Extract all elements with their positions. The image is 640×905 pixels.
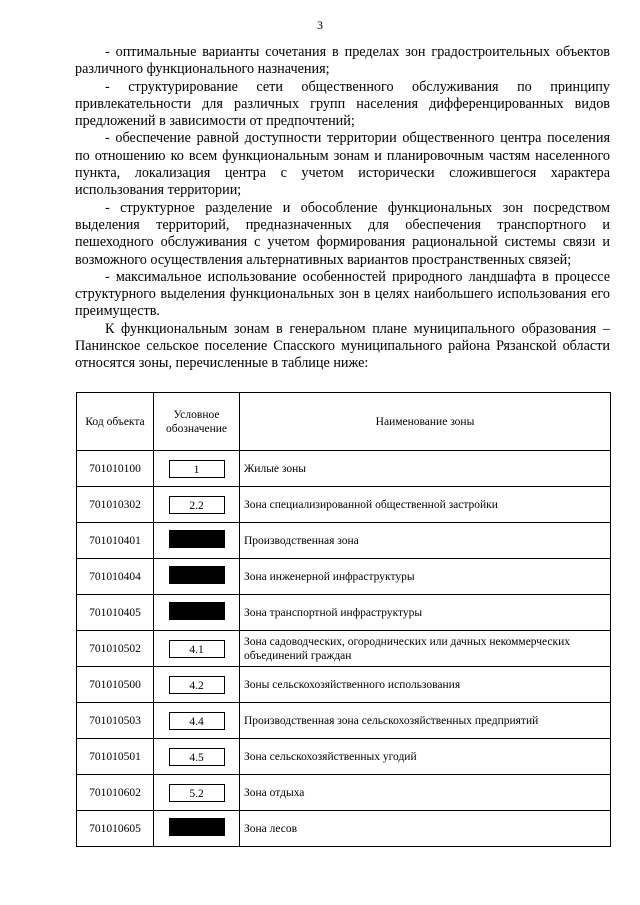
zone-code: 701010405 — [77, 595, 154, 631]
zone-name: Зона садоводческих, огороднических или дачных некоммерческих объединений граждан — [240, 631, 611, 667]
table-row — [77, 523, 611, 559]
zone-name: Зона специализированной общественной застройки — [240, 487, 611, 523]
table-row — [77, 811, 611, 847]
zone-symbol-cell — [154, 559, 240, 595]
table-header-row — [77, 393, 611, 451]
zone-code: 701010502 — [77, 631, 154, 667]
zone-name: Жилые зоны — [240, 451, 611, 487]
table-row — [77, 775, 611, 811]
table-row — [77, 559, 611, 595]
zone-code: 701010100 — [77, 451, 154, 487]
table-row — [77, 631, 611, 667]
zone-code: 701010503 — [77, 703, 154, 739]
zone-symbol-cell — [154, 775, 240, 811]
paragraph: - структурное разделение и обособление функциональных зон посредством выделения территорий, предназначенных для обеспечения транспортного и пешеходного обслуживания с учетом формирования рациональной системы связи и возможного осуществления альтернативных вариантов пространственных связей; — [75, 199, 610, 268]
zone-name: Производственная зона — [240, 523, 611, 559]
zone-code: 701010602 — [77, 775, 154, 811]
zone-symbol: 4.5 — [169, 748, 225, 766]
zone-code: 701010404 — [77, 559, 154, 595]
zone-symbol-cell — [154, 451, 240, 487]
paragraph: К функциональным зонам в генеральном плане муниципального образования – Панинское сельское поселение Спасского муниципального района Рязанской области относятся зоны, перечисленные в таблице ниже: — [75, 320, 610, 372]
paragraph: - оптимальные варианты сочетания в пределах зон градостроительных объектов различного функционального назначения; — [75, 44, 610, 78]
zone-name: Производственная зона сельскохозяйственных предприятий — [240, 703, 611, 739]
zone-name: Зона транспортной инфраструктуры — [240, 595, 611, 631]
zone-symbol: 4.1 — [169, 640, 225, 658]
table-row — [77, 595, 611, 631]
zone-symbol-cell — [154, 811, 240, 847]
zone-symbol-cell — [154, 739, 240, 775]
zone-code: 701010500 — [77, 667, 154, 703]
zone-symbol-filled — [169, 566, 225, 584]
table-row — [77, 703, 611, 739]
zone-symbol-filled — [169, 818, 225, 836]
zone-code: 701010501 — [77, 739, 154, 775]
zone-symbol-filled — [169, 602, 225, 620]
zone-symbol-filled — [169, 530, 225, 548]
table-row — [77, 487, 611, 523]
zone-name: Зона сельскохозяйственных угодий — [240, 739, 611, 775]
zone-name: Зона лесов — [240, 811, 611, 847]
zone-symbol-cell — [154, 595, 240, 631]
zone-code: 701010302 — [77, 487, 154, 523]
zone-code: 701010605 — [77, 811, 154, 847]
paragraph: - максимальное использование особенностей природного ландшафта в процессе структурного выделения функциональных зон в целях наибольшего использования его преимуществ. — [75, 268, 610, 320]
header-code: Код объекта — [77, 393, 154, 451]
paragraph: - структурирование сети общественного обслуживания по принципу привлекательности для различных групп населения дифференцированных видов предложений в зависимости от предпочтений; — [75, 78, 610, 130]
table-row — [77, 451, 611, 487]
page-number: 3 — [317, 18, 323, 32]
zone-symbol-cell — [154, 487, 240, 523]
header-name: Наименование зоны — [240, 393, 611, 451]
zone-code: 701010401 — [77, 523, 154, 559]
zones-table — [76, 392, 611, 847]
zone-symbol: 5.2 — [169, 784, 225, 802]
body-text — [75, 44, 610, 373]
zone-symbol-cell — [154, 523, 240, 559]
zone-symbol-cell — [154, 631, 240, 667]
zone-symbol: 4.2 — [169, 676, 225, 694]
paragraph: - обеспечение равной доступности территории общественного центра поселения по отношению ко всем функциональным зонам и планировочным частям населенного пункта, локализация центра с учетом исторически сложившегося характера использования территории; — [75, 130, 610, 199]
table-row — [77, 667, 611, 703]
zone-symbol: 1 — [169, 460, 225, 478]
table-row — [77, 739, 611, 775]
zone-symbol: 2.2 — [169, 496, 225, 514]
zone-name: Зона отдыха — [240, 775, 611, 811]
zone-symbol-cell — [154, 703, 240, 739]
zone-symbol: 4.4 — [169, 712, 225, 730]
header-symbol: Условное обозначение — [154, 393, 240, 451]
zone-symbol-cell — [154, 667, 240, 703]
zone-name: Зона инженерной инфраструктуры — [240, 559, 611, 595]
zone-name: Зоны сельскохозяйственного использования — [240, 667, 611, 703]
